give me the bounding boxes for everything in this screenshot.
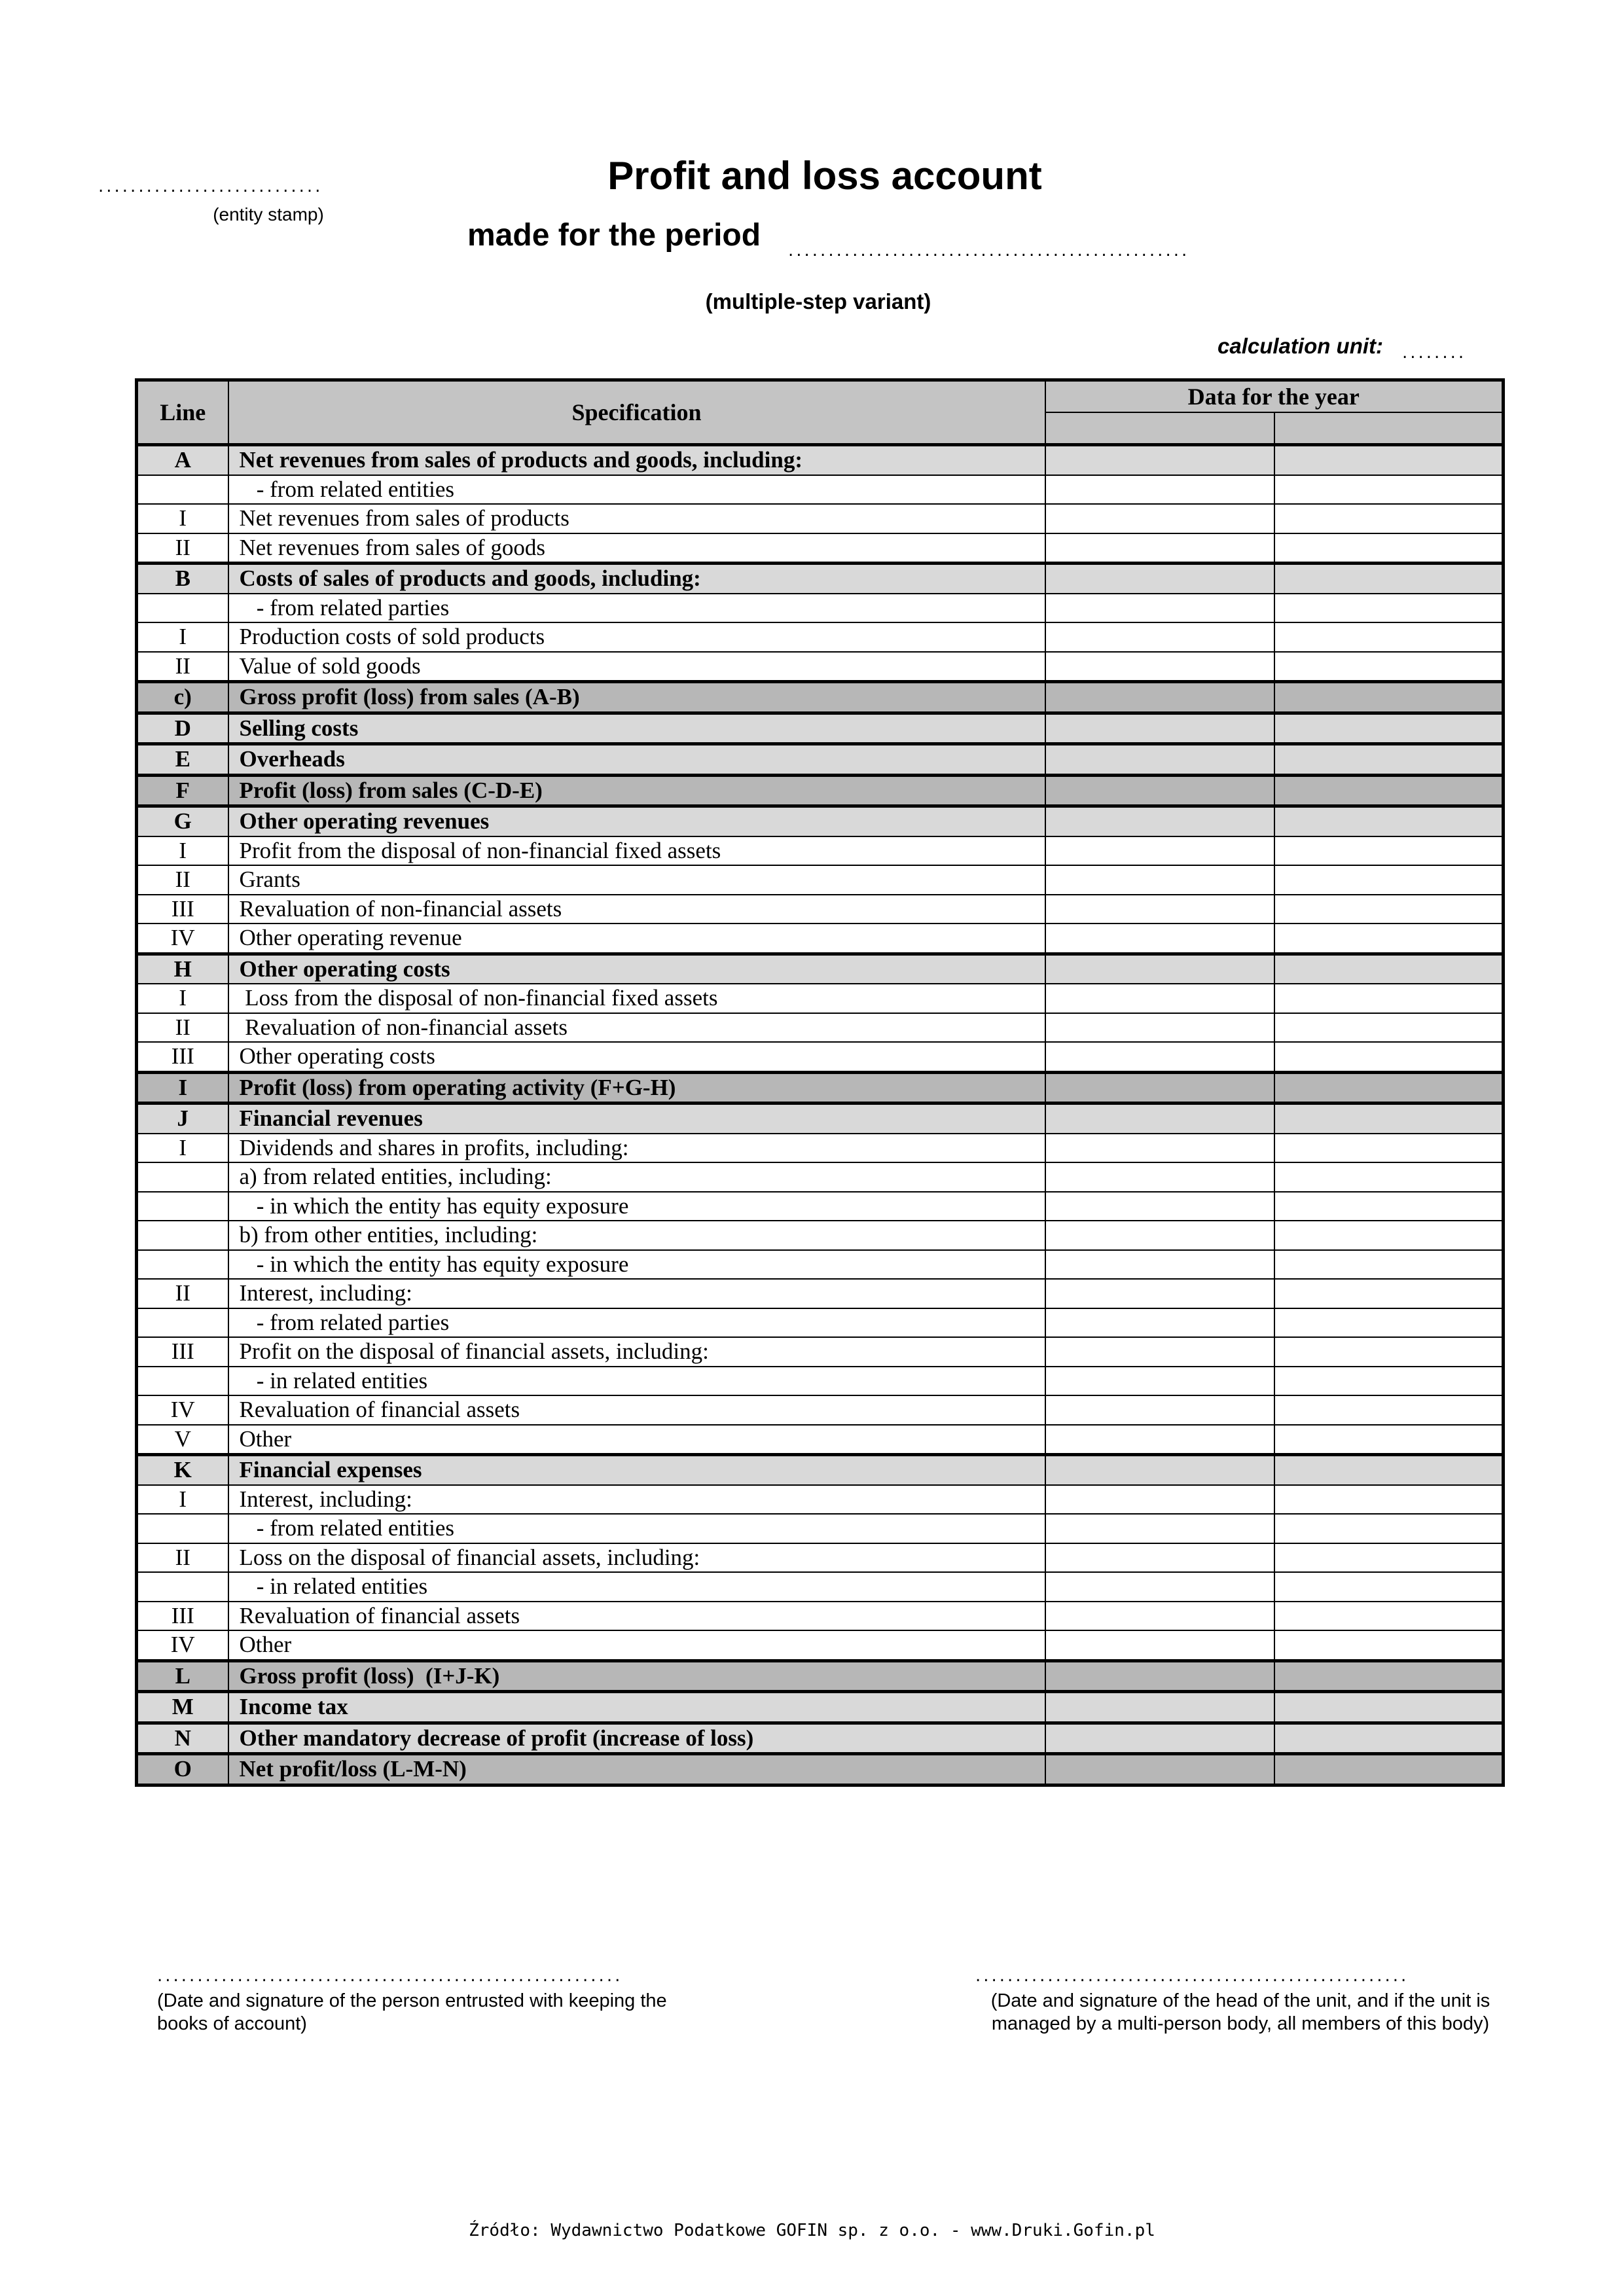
row-value-year-1[interactable] <box>1045 445 1274 475</box>
table-row <box>137 775 1504 806</box>
row-value-year-1[interactable] <box>1045 1754 1274 1785</box>
accountant-signature-caption: (Date and signature of the person entrusted with keeping the books of account) <box>157 1990 667 2034</box>
row-value-year-2[interactable] <box>1274 1367 1504 1396</box>
row-specification: Other operating revenue <box>228 924 1045 954</box>
row-value-year-2[interactable] <box>1274 1572 1504 1602</box>
table-row <box>137 533 1504 564</box>
row-line-number <box>137 1221 228 1250</box>
row-value-year-2[interactable] <box>1274 924 1504 954</box>
table-row <box>137 1013 1504 1043</box>
row-value-year-2[interactable] <box>1274 836 1504 866</box>
row-value-year-2[interactable] <box>1274 1134 1504 1163</box>
row-value-year-2[interactable] <box>1274 744 1504 776</box>
period-field[interactable]: .................................................. <box>788 241 1190 260</box>
row-value-year-1[interactable] <box>1045 1162 1274 1192</box>
table-row <box>137 954 1504 984</box>
row-line-number: II <box>137 652 228 682</box>
row-line-number: L <box>137 1660 228 1692</box>
row-value-year-1[interactable] <box>1045 836 1274 866</box>
row-value-year-2[interactable] <box>1274 1042 1504 1072</box>
row-specification: - from related entities <box>228 1514 1045 1543</box>
row-specification: Profit from the disposal of non-financial fixed assets <box>228 836 1045 866</box>
row-value-year-1[interactable] <box>1045 1723 1274 1754</box>
row-value-year-2[interactable] <box>1274 1660 1504 1692</box>
row-line-number: I <box>137 622 228 652</box>
table-row <box>137 564 1504 594</box>
row-value-year-1[interactable] <box>1045 622 1274 652</box>
row-line-number <box>137 1162 228 1192</box>
page-title: Profit and loss account <box>607 154 1042 198</box>
table-row <box>137 984 1504 1013</box>
table-row <box>137 1308 1504 1338</box>
row-value-year-1[interactable] <box>1045 1134 1274 1163</box>
row-specification: Financial expenses <box>228 1455 1045 1485</box>
table-row <box>137 445 1504 475</box>
row-specification: Profit (loss) from sales (C-D-E) <box>228 775 1045 806</box>
table-row <box>137 1514 1504 1543</box>
row-value-year-2[interactable] <box>1274 865 1504 895</box>
row-value-year-1[interactable] <box>1045 1692 1274 1723</box>
row-specification: Revaluation of non-financial assets <box>228 895 1045 924</box>
row-line-number: N <box>137 1723 228 1754</box>
row-value-year-2[interactable] <box>1274 775 1504 806</box>
row-line-number: O <box>137 1754 228 1785</box>
row-value-year-1[interactable] <box>1045 504 1274 533</box>
row-line-number <box>137 1572 228 1602</box>
row-line-number: V <box>137 1425 228 1455</box>
row-value-year-1[interactable] <box>1045 1072 1274 1103</box>
row-value-year-1[interactable] <box>1045 652 1274 682</box>
period-label: made for the period <box>467 218 761 253</box>
row-specification: Dividends and shares in profits, including: <box>228 1134 1045 1163</box>
head-signature-line[interactable]: ...................................................... <box>975 1966 1409 1986</box>
entity-stamp-line: ............................ <box>98 177 323 196</box>
row-value-year-2[interactable] <box>1274 1337 1504 1367</box>
row-line-number: I <box>137 504 228 533</box>
row-value-year-1[interactable] <box>1045 954 1274 984</box>
row-value-year-2[interactable] <box>1274 1279 1504 1308</box>
row-line-number: I <box>137 1072 228 1103</box>
row-value-year-2[interactable] <box>1274 594 1504 623</box>
row-specification: Interest, including: <box>228 1485 1045 1515</box>
row-value-year-1[interactable] <box>1045 1455 1274 1485</box>
row-specification: Other operating costs <box>228 1042 1045 1072</box>
row-value-year-1[interactable] <box>1045 775 1274 806</box>
row-specification: Value of sold goods <box>228 652 1045 682</box>
head-signature-caption: (Date and signature of the head of the unit, and if the unit is managed by a multi-person body, all members of this body) <box>990 1990 1490 2034</box>
row-value-year-2[interactable] <box>1274 1602 1504 1631</box>
row-specification: Net revenues from sales of goods <box>228 533 1045 564</box>
row-value-year-2[interactable] <box>1274 895 1504 924</box>
table-row <box>137 1692 1504 1723</box>
row-value-year-2[interactable] <box>1274 1723 1504 1754</box>
row-specification: Production costs of sold products <box>228 622 1045 652</box>
column-header-line: Line <box>137 380 228 445</box>
table-row <box>137 1543 1504 1573</box>
row-value-year-2[interactable] <box>1274 564 1504 594</box>
table-row <box>137 622 1504 652</box>
row-value-year-2[interactable] <box>1274 1395 1504 1425</box>
row-line-number: II <box>137 1543 228 1573</box>
row-value-year-2[interactable] <box>1274 1485 1504 1515</box>
row-line-number: K <box>137 1455 228 1485</box>
column-header-data-for-year: Data for the year <box>1045 380 1504 413</box>
row-value-year-1[interactable] <box>1045 744 1274 776</box>
row-specification: Loss on the disposal of financial assets, including: <box>228 1543 1045 1573</box>
row-line-number: M <box>137 1692 228 1723</box>
row-specification: Other operating revenues <box>228 806 1045 836</box>
row-specification: Net profit/loss (L-M-N) <box>228 1754 1045 1785</box>
row-value-year-1[interactable] <box>1045 1602 1274 1631</box>
row-line-number: H <box>137 954 228 984</box>
row-value-year-2[interactable] <box>1274 1072 1504 1103</box>
row-value-year-2[interactable] <box>1274 1455 1504 1485</box>
table-row <box>137 1367 1504 1396</box>
table-row <box>137 1162 1504 1192</box>
row-specification: a) from related entities, including: <box>228 1162 1045 1192</box>
row-value-year-1[interactable] <box>1045 533 1274 564</box>
row-value-year-1[interactable] <box>1045 564 1274 594</box>
row-line-number: I <box>137 1485 228 1515</box>
row-value-year-1[interactable] <box>1045 806 1274 836</box>
source-footer: Źródło: Wydawnictwo Podatkowe GOFIN sp. z o.o. - www.Druki.Gofin.pl <box>469 2221 1155 2240</box>
row-value-year-1[interactable] <box>1045 1221 1274 1250</box>
row-specification: Other mandatory decrease of profit (increase of loss) <box>228 1723 1045 1754</box>
row-line-number: IV <box>137 924 228 954</box>
row-value-year-1[interactable] <box>1045 1192 1274 1221</box>
row-specification: Costs of sales of products and goods, including: <box>228 564 1045 594</box>
table-row <box>137 1602 1504 1631</box>
row-specification: Profit on the disposal of financial assets, including: <box>228 1337 1045 1367</box>
calculation-unit-label: calculation unit: <box>1218 334 1384 358</box>
row-value-year-1[interactable] <box>1045 475 1274 505</box>
row-specification: Other operating costs <box>228 954 1045 984</box>
table-row <box>137 1485 1504 1515</box>
table-row <box>137 652 1504 682</box>
row-value-year-2[interactable] <box>1274 1308 1504 1338</box>
table-row <box>137 713 1504 744</box>
row-value-year-2[interactable] <box>1274 1013 1504 1043</box>
row-specification: Revaluation of financial assets <box>228 1602 1045 1631</box>
row-line-number: III <box>137 895 228 924</box>
table-row <box>137 682 1504 713</box>
row-specification: b) from other entities, including: <box>228 1221 1045 1250</box>
variant-label: (multiple-step variant) <box>705 289 931 314</box>
row-value-year-1[interactable] <box>1045 594 1274 623</box>
row-specification: Other <box>228 1425 1045 1455</box>
table-row <box>137 895 1504 924</box>
row-value-year-2[interactable] <box>1274 1514 1504 1543</box>
row-value-year-2[interactable] <box>1274 1543 1504 1573</box>
row-value-year-2[interactable] <box>1274 1630 1504 1660</box>
table-row <box>137 475 1504 505</box>
row-line-number: J <box>137 1103 228 1134</box>
row-value-year-2[interactable] <box>1274 504 1504 533</box>
row-value-year-1[interactable] <box>1045 1308 1274 1338</box>
row-line-number: B <box>137 564 228 594</box>
row-value-year-2[interactable] <box>1274 1754 1504 1785</box>
row-value-year-1[interactable] <box>1045 713 1274 744</box>
row-line-number: II <box>137 533 228 564</box>
row-value-year-2[interactable] <box>1274 713 1504 744</box>
row-specification: - from related parties <box>228 594 1045 623</box>
row-value-year-2[interactable] <box>1274 475 1504 505</box>
row-line-number: D <box>137 713 228 744</box>
table-row <box>137 865 1504 895</box>
row-value-year-2[interactable] <box>1274 445 1504 475</box>
row-line-number: I <box>137 984 228 1013</box>
row-specification: Interest, including: <box>228 1279 1045 1308</box>
row-value-year-1[interactable] <box>1045 1337 1274 1367</box>
row-specification: - from related entities <box>228 475 1045 505</box>
table-row <box>137 1103 1504 1134</box>
row-specification: Selling costs <box>228 713 1045 744</box>
row-line-number: IV <box>137 1630 228 1660</box>
table-row <box>137 504 1504 533</box>
row-specification: Financial revenues <box>228 1103 1045 1134</box>
row-value-year-1[interactable] <box>1045 1395 1274 1425</box>
profit-loss-table <box>135 378 1505 1787</box>
table-row <box>137 806 1504 836</box>
row-line-number: c) <box>137 682 228 713</box>
row-value-year-1[interactable] <box>1045 895 1274 924</box>
row-specification: - from related parties <box>228 1308 1045 1338</box>
row-value-year-1[interactable] <box>1045 1425 1274 1455</box>
row-line-number <box>137 1308 228 1338</box>
row-specification: Net revenues from sales of products and goods, including: <box>228 445 1045 475</box>
table-row <box>137 1395 1504 1425</box>
row-value-year-2[interactable] <box>1274 1103 1504 1134</box>
row-specification: - in which the entity has equity exposure <box>228 1250 1045 1280</box>
calculation-unit-field[interactable]: ........ <box>1402 343 1467 363</box>
row-value-year-1[interactable] <box>1045 1013 1274 1043</box>
row-line-number <box>137 1192 228 1221</box>
row-value-year-2[interactable] <box>1274 533 1504 564</box>
row-line-number: A <box>137 445 228 475</box>
row-specification: Grants <box>228 865 1045 895</box>
row-value-year-1[interactable] <box>1045 924 1274 954</box>
row-specification: Revaluation of non-financial assets <box>228 1013 1045 1043</box>
table-row <box>137 1250 1504 1280</box>
table-row <box>137 836 1504 866</box>
row-specification: Income tax <box>228 1692 1045 1723</box>
row-line-number: III <box>137 1042 228 1072</box>
table-row <box>137 924 1504 954</box>
row-value-year-2[interactable] <box>1274 1192 1504 1221</box>
row-specification: - in related entities <box>228 1572 1045 1602</box>
row-line-number <box>137 1250 228 1280</box>
column-header-specification: Specification <box>228 380 1045 445</box>
table-row <box>137 1337 1504 1367</box>
row-specification: Gross profit (loss) (I+J-K) <box>228 1660 1045 1692</box>
table-row <box>137 1279 1504 1308</box>
row-line-number: I <box>137 1134 228 1163</box>
row-line-number: G <box>137 806 228 836</box>
table-row <box>137 1455 1504 1485</box>
row-value-year-1[interactable] <box>1045 1042 1274 1072</box>
row-line-number: II <box>137 1013 228 1043</box>
table-row <box>137 1723 1504 1754</box>
table-row <box>137 1660 1504 1692</box>
table-row <box>137 744 1504 776</box>
year-column-2-header[interactable] <box>1274 412 1504 445</box>
accountant-signature-line[interactable]: .......................................................... <box>157 1966 623 1986</box>
row-line-number <box>137 1514 228 1543</box>
row-value-year-1[interactable] <box>1045 1660 1274 1692</box>
row-value-year-1[interactable] <box>1045 1572 1274 1602</box>
table-row <box>137 1072 1504 1103</box>
row-value-year-1[interactable] <box>1045 1514 1274 1543</box>
table-row <box>137 1134 1504 1163</box>
row-specification: Profit (loss) from operating activity (F+G-H) <box>228 1072 1045 1103</box>
row-value-year-2[interactable] <box>1274 806 1504 836</box>
row-line-number <box>137 475 228 505</box>
row-specification: Gross profit (loss) from sales (A-B) <box>228 682 1045 713</box>
entity-stamp-label: (entity stamp) <box>213 204 324 224</box>
row-specification: Revaluation of financial assets <box>228 1395 1045 1425</box>
table-row <box>137 1630 1504 1660</box>
table-row <box>137 1042 1504 1072</box>
row-value-year-2[interactable] <box>1274 1221 1504 1250</box>
row-line-number: F <box>137 775 228 806</box>
row-line-number: I <box>137 836 228 866</box>
row-specification: Net revenues from sales of products <box>228 504 1045 533</box>
table-body <box>137 445 1504 1785</box>
row-value-year-1[interactable] <box>1045 1103 1274 1134</box>
row-value-year-1[interactable] <box>1045 1485 1274 1515</box>
row-value-year-1[interactable] <box>1045 1250 1274 1280</box>
row-value-year-1[interactable] <box>1045 984 1274 1013</box>
row-value-year-1[interactable] <box>1045 1630 1274 1660</box>
row-value-year-2[interactable] <box>1274 682 1504 713</box>
row-value-year-1[interactable] <box>1045 682 1274 713</box>
row-specification: Other <box>228 1630 1045 1660</box>
row-value-year-2[interactable] <box>1274 984 1504 1013</box>
row-value-year-2[interactable] <box>1274 652 1504 682</box>
table-row <box>137 1192 1504 1221</box>
row-specification: - in which the entity has equity exposure <box>228 1192 1045 1221</box>
row-line-number: II <box>137 1279 228 1308</box>
row-line-number <box>137 594 228 623</box>
row-line-number <box>137 1367 228 1396</box>
row-value-year-2[interactable] <box>1274 1692 1504 1723</box>
row-value-year-2[interactable] <box>1274 622 1504 652</box>
table-row <box>137 1221 1504 1250</box>
table-row <box>137 1754 1504 1785</box>
table-row <box>137 594 1504 623</box>
row-value-year-2[interactable] <box>1274 1162 1504 1192</box>
row-specification: Loss from the disposal of non-financial fixed assets <box>228 984 1045 1013</box>
row-value-year-1[interactable] <box>1045 1279 1274 1308</box>
table-row <box>137 1572 1504 1602</box>
row-line-number: III <box>137 1602 228 1631</box>
row-value-year-2[interactable] <box>1274 1425 1504 1455</box>
row-value-year-2[interactable] <box>1274 1250 1504 1280</box>
row-value-year-1[interactable] <box>1045 1367 1274 1396</box>
row-line-number: IV <box>137 1395 228 1425</box>
year-column-1-header[interactable] <box>1045 412 1274 445</box>
row-value-year-1[interactable] <box>1045 1543 1274 1573</box>
row-line-number: III <box>137 1337 228 1367</box>
row-specification: Overheads <box>228 744 1045 776</box>
row-line-number: II <box>137 865 228 895</box>
row-value-year-2[interactable] <box>1274 954 1504 984</box>
table-row <box>137 1425 1504 1455</box>
row-line-number: E <box>137 744 228 776</box>
row-specification: - in related entities <box>228 1367 1045 1396</box>
row-value-year-1[interactable] <box>1045 865 1274 895</box>
